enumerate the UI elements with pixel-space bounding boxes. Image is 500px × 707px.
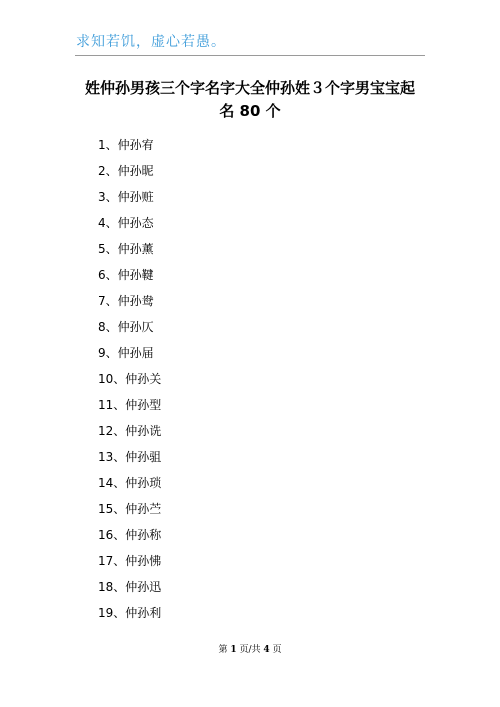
header-divider — [75, 55, 425, 56]
name-list — [98, 136, 161, 630]
list-item: 10、仲孙关 — [98, 372, 162, 386]
header-motto: 求知若饥，虚心若愚。 — [76, 34, 226, 50]
list-item: 1、仲孙宥 — [98, 138, 154, 152]
footer-suffix: 页 — [272, 645, 282, 655]
footer-total-pages: 4 — [263, 645, 270, 655]
list-item: 11、仲孙型 — [98, 398, 162, 412]
list-item: 16、仲孙称 — [98, 528, 162, 542]
list-item: 8、仲孙仄 — [98, 320, 154, 334]
list-item: 7、仲孙鸯 — [98, 294, 154, 308]
list-item: 14、仲孙琐 — [98, 476, 162, 490]
document-title — [75, 77, 425, 123]
footer-middle: 页/共 — [239, 645, 261, 655]
page-footer — [0, 644, 500, 656]
list-item: 15、仲孙苎 — [98, 502, 162, 516]
list-item: 13、仲孙驵 — [98, 450, 162, 464]
list-item: 12、仲孙诜 — [98, 424, 162, 438]
document-title-line-1: 姓仲孙男孩三个字名字大全仲孙姓３个字男宝宝起 — [84, 79, 415, 97]
list-item: 17、仲孙怫 — [98, 554, 162, 568]
list-item: 2、仲孙昵 — [98, 164, 154, 178]
list-item: 9、仲孙届 — [98, 346, 154, 360]
list-item: 6、仲孙鞬 — [98, 268, 154, 282]
list-item: 3、仲孙赃 — [98, 190, 154, 204]
document-title-line-2: 名 80 个 — [219, 102, 281, 120]
list-item: 19、仲孙利 — [98, 606, 162, 620]
list-item: 18、仲孙迅 — [98, 580, 162, 594]
footer-page-number: 1 — [230, 645, 237, 655]
footer-prefix: 第 — [218, 645, 228, 655]
list-item: 5、仲孙薰 — [98, 242, 154, 256]
list-item: 4、仲孙态 — [98, 216, 154, 230]
